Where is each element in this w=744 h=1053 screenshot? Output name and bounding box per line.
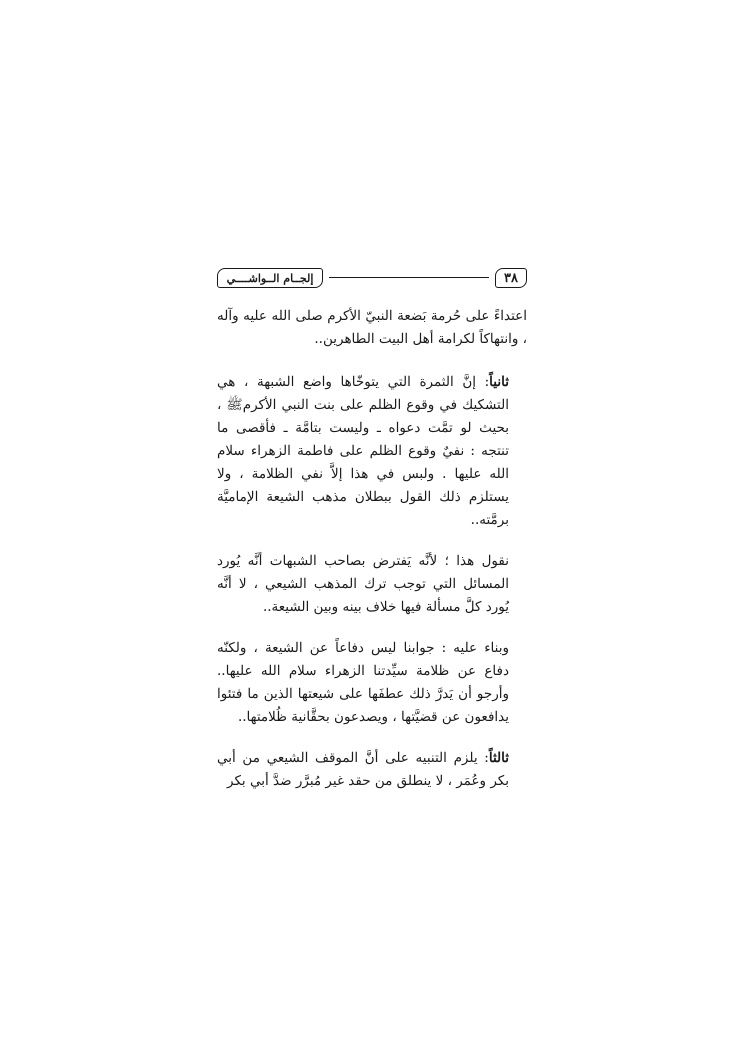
page-header: [217, 268, 527, 292]
page-body: [217, 305, 527, 811]
header-divider: [329, 277, 489, 278]
book-title: إلجــام الــواشــــي: [217, 268, 323, 288]
paragraph-5-lead: ثالثاً: [488, 750, 509, 766]
paragraph-4-text: وبناء عليه : جوابنا ليس دفاعاً عن الشيعة ، ولكنّه دفاع عن ظلامة سيِّدتنا الزهراء سلام الله عليها.. وأرجو أن يَدرَّ ذلك عطفَها على شيعتها الذين ما فتئوا يدافعون عن قضيَّتها ، ويصدعون بحقَّانية ظُلامتها..: [217, 640, 509, 725]
paragraph-2-lead: ثانياً: [489, 374, 509, 390]
paragraph-4: [217, 637, 527, 729]
paragraph-3-text: نقول هذا ؛ لأنَّه يَفترض بصاحب الشبهات أنَّه يُورد المسائل التي توجب ترك المذهب الشيعي ، لا أنَّه يُورد كلَّ مسألة فيها خلاف بينه وبين الشيعة..: [217, 553, 509, 615]
paragraph-2-text: : إنَّ الثمرة التي يتوخّاها واضع الشبهة ، هي التشكيك في وقوع الظلم على بنت النبي الأكرمﷺ ، بحيث لو تمَّت دعواه ـ وليست بتامَّة ـ فأقصى ما تنتجه : نفيٌ وقوع الظلم على فاطمة الزهراء سلام الله عليها . ولبس في هذا إلاَّ نفي الظلامة ، ولا يستلزم ذلك القول ببطلان مذهب الشيعة الإماميَّة برمَّته..: [217, 374, 509, 528]
paragraph-5-text: : يلزم التنبيه على أنَّ الموقف الشيعي من أبي بكر وعُمَر ، لا ينطلق من حقد غير مُبرَّر ضدَّ أبي بكر: [217, 750, 509, 789]
paragraph-1-text: اعتداءً على حُرمة بَضعة النبيّ الأكرم صلى الله عليه وآله ، وانتهاكاً لكرامة أهل البيت الطاهرين..: [217, 308, 527, 347]
paragraph-2: [217, 371, 527, 532]
paragraph-3: [217, 550, 527, 619]
page-number: ٣٨: [495, 268, 527, 288]
paragraph-1: [217, 305, 527, 351]
paragraph-5: [217, 747, 527, 793]
